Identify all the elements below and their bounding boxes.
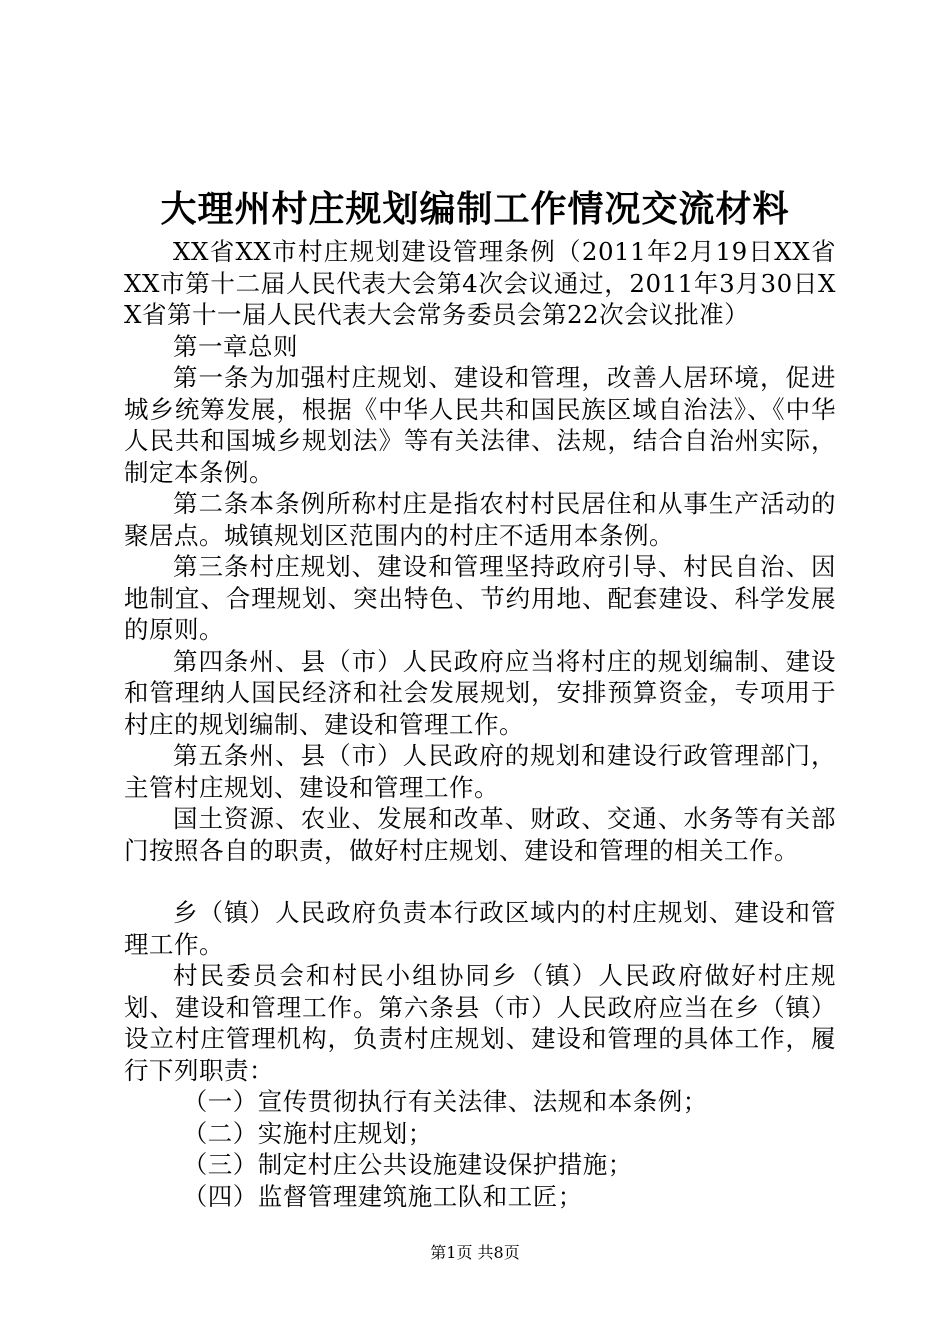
page-number-footer: 第1页 共8页 [430, 1243, 520, 1262]
list-item-3: （三）制定村庄公共设施建设保护措施； [182, 1150, 633, 1179]
paragraph-chapter-heading: 第一章总则 [173, 331, 298, 361]
document-title: 大理州村庄规划编制工作情况交流材料 [160, 188, 790, 230]
paragraph-article-5: 第五条州、县（市）人民政府的规划和建设行政管理部门，主管村庄规划、建设和管理工作。 [124, 741, 836, 802]
list-item-4: （四）监督管理建筑施工队和工匠； [182, 1181, 583, 1211]
paragraph-township: 乡（镇）人民政府负责本行政区域内的村庄规划、建设和管理工作。 [124, 898, 836, 959]
document-body [124, 236, 836, 1212]
paragraph-article-6: 村民委员会和村民小组协同乡（镇）人民政府做好村庄规划、建设和管理工作。第六条县（市）人民政府应当在乡（镇）设立村庄管理机构，负责村庄规划、建设和管理的具体工作，履行下列职责： [124, 961, 836, 1085]
paragraph-article-2: 第二条本条例所称村庄是指农村村民居住和从事生产活动的聚居点。城镇规划区范围内的村庄不适用本条例。 [124, 489, 836, 550]
paragraph-preamble: XX省XX市村庄规划建设管理条例（2011年2月19日XX省XX市第十二届人民代表大会第4次会议通过，2011年3月30日XX省第十一届人民代表大会常务委员会第22次会议批准） [124, 237, 836, 329]
paragraph-article-4: 第四条州、县（市）人民政府应当将村庄的规划编制、建设和管理纳人国民经济和社会发展规划，安排预算资金，专项用于村庄的规划编制、建设和管理工作。 [124, 646, 836, 739]
paragraph-departments: 国土资源、农业、发展和改革、财政、交通、水务等有关部门按照各自的职责，做好村庄规划、建设和管理的相关工作。 [124, 804, 836, 865]
list-item-2: （二）实施村庄规划； [182, 1118, 433, 1148]
list-item-1: （一）宣传贯彻执行有关法律、法规和本条例； [182, 1087, 708, 1116]
paragraph-article-3: 第三条村庄规划、建设和管理坚持政府引导、村民自治、因地制宜、合理规划、突出特色、节约用地、配套建设、科学发展的原则。 [124, 552, 836, 644]
paragraph-article-1: 第一条为加强村庄规划、建设和管理，改善人居环境，促进城乡统筹发展，根据《中华人民共和国民族区域自治法》、《中华人民共和国城乡规划法》等有关法律、法规，结合自治州实际，制定本条例。 [124, 363, 836, 487]
